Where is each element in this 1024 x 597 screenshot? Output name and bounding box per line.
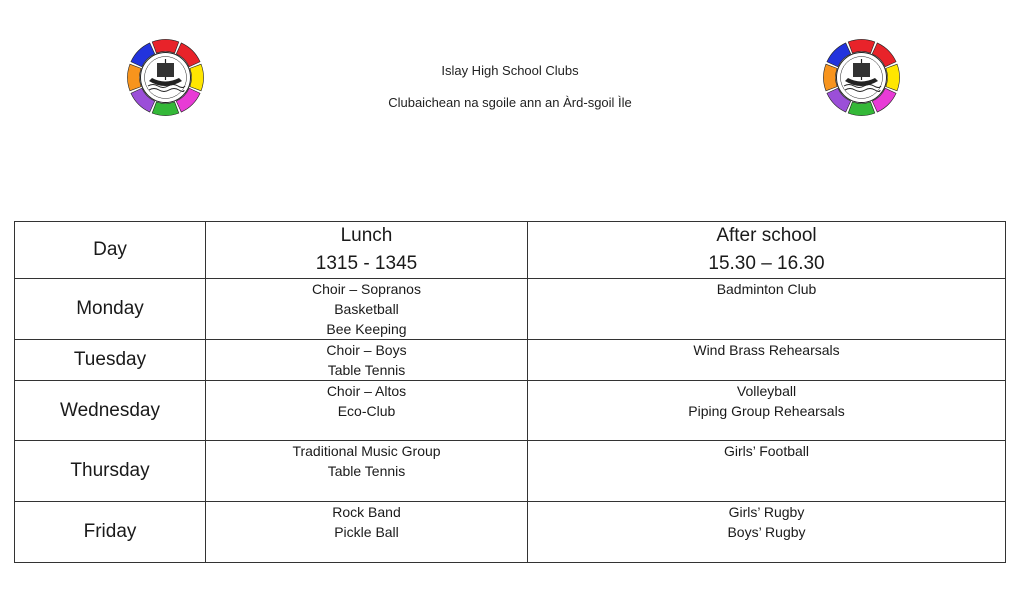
- clubs-timetable: [14, 221, 1006, 563]
- school-logo-right: [799, 15, 924, 140]
- after-school-cell: [528, 279, 1006, 340]
- day-cell: Monday: [15, 279, 206, 340]
- header-lunch-label: Lunch: [340, 225, 393, 246]
- club-item: Badminton Club: [716, 281, 817, 297]
- club-item: Table Tennis: [327, 463, 406, 479]
- logo-segment: [824, 64, 838, 91]
- club-item: Choir – Sopranos: [312, 281, 421, 297]
- table-row: [15, 381, 1006, 441]
- club-item: Eco-Club: [337, 403, 396, 419]
- club-item: Pickle Ball: [334, 524, 399, 540]
- after-school-cell: [528, 441, 1006, 502]
- after-school-cell: [528, 340, 1006, 381]
- logo-segment: [848, 102, 875, 116]
- club-item: Basketball: [334, 301, 399, 317]
- club-item: Piping Group Rehearsals: [688, 403, 845, 419]
- club-item: Wind Brass Rehearsals: [693, 342, 840, 358]
- table-row: [15, 279, 1006, 340]
- club-item: Girls’ Rugby: [728, 504, 805, 520]
- logo-segment: [848, 39, 875, 53]
- header-after-school: [528, 222, 1006, 279]
- table-row: [15, 502, 1006, 563]
- club-item: Girls’ Football: [723, 443, 810, 459]
- club-item: Rock Band: [332, 504, 401, 520]
- club-item: Bee Keeping: [326, 321, 407, 337]
- club-item: Choir – Boys: [326, 342, 407, 358]
- page-subtitle: Clubaichean na sgoile ann an Àrd-sgoil Ìle: [388, 95, 632, 110]
- club-item: Boys’ Rugby: [727, 524, 806, 540]
- lunch-cell: [206, 502, 528, 563]
- day-cell: Tuesday: [15, 340, 206, 381]
- header-after-time: 15.30 – 16.30: [708, 253, 825, 274]
- day-cell: Friday: [15, 502, 206, 563]
- school-logo-left: [103, 15, 228, 140]
- club-item: Choir – Altos: [326, 383, 407, 399]
- header-lunch-time: 1315 - 1345: [315, 253, 418, 274]
- lunch-cell: [206, 381, 528, 441]
- table-row: [15, 340, 1006, 381]
- header-after-label: After school: [716, 225, 817, 246]
- header-day: Day: [15, 222, 206, 279]
- page-title: Islay High School Clubs: [441, 63, 579, 78]
- day-cell: Wednesday: [15, 381, 206, 441]
- after-school-cell: [528, 502, 1006, 563]
- logo-segment: [152, 39, 179, 53]
- table-header-row: [15, 222, 1006, 279]
- club-item: Table Tennis: [327, 362, 406, 378]
- lunch-cell: [206, 441, 528, 502]
- logo-segment: [190, 64, 204, 91]
- lunch-cell: [206, 340, 528, 381]
- logo-segment: [128, 64, 142, 91]
- header-lunch: [206, 222, 528, 279]
- club-item: Traditional Music Group: [292, 443, 441, 459]
- after-school-cell: [528, 381, 1006, 441]
- lunch-cell: [206, 279, 528, 340]
- logo-segment: [886, 64, 900, 91]
- day-cell: Thursday: [15, 441, 206, 502]
- table-row: [15, 441, 1006, 502]
- club-item: Volleyball: [736, 383, 797, 399]
- logo-segment: [152, 102, 179, 116]
